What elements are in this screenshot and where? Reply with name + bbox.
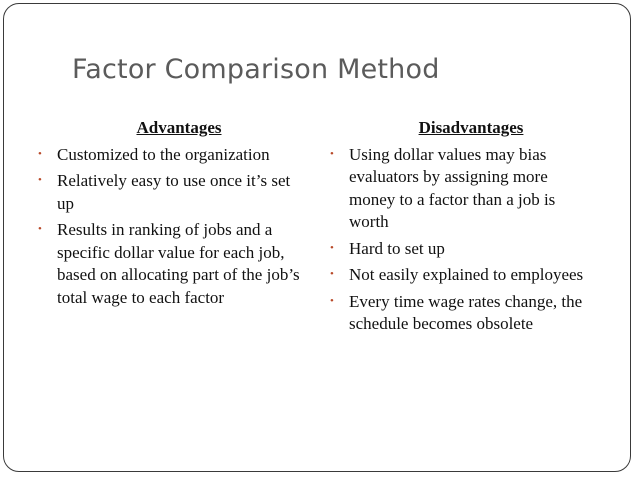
bullet-dot-icon: • [330, 294, 334, 307]
advantages-heading: Advantages [136, 118, 222, 137]
list-item [38, 219, 300, 309]
disadvantages-heading: Disadvantages [418, 118, 524, 137]
bullet-dot-icon: • [38, 223, 42, 235]
list-item [330, 291, 592, 336]
disadvantages-column [330, 117, 592, 340]
list-item [330, 144, 592, 234]
bullet-dot-icon: • [38, 147, 42, 160]
bullet-dot-icon: • [330, 241, 334, 254]
disadvantages-list [330, 144, 592, 336]
bullet-dot-icon: • [330, 268, 334, 280]
advantages-column [38, 117, 300, 313]
list-item-text: Not easily explained to employees [349, 265, 584, 284]
list-item-text: Hard to set up [349, 238, 445, 258]
bullet-dot-icon: • [38, 174, 42, 186]
slide-title: Factor Comparison Method [72, 54, 440, 85]
list-item-text: Results in ranking of jobs and a specific dollar value for each job, based on allocating part of the job’s total wage to each factor [57, 220, 300, 307]
list-item [38, 170, 300, 215]
list-item [330, 238, 592, 261]
list-item [330, 264, 592, 287]
advantages-list [38, 144, 300, 310]
list-item [38, 144, 300, 167]
bullet-dot-icon: • [330, 147, 334, 160]
list-item-text: Relatively easy to use once it’s set up [57, 171, 291, 213]
list-item-text: Customized to the organization [57, 144, 270, 164]
list-item-text: Using dollar values may bias evaluators by assigning more money to a factor than a job is worth [349, 144, 556, 231]
list-item-text: Every time wage rates change, the schedule becomes obsolete [349, 291, 583, 333]
